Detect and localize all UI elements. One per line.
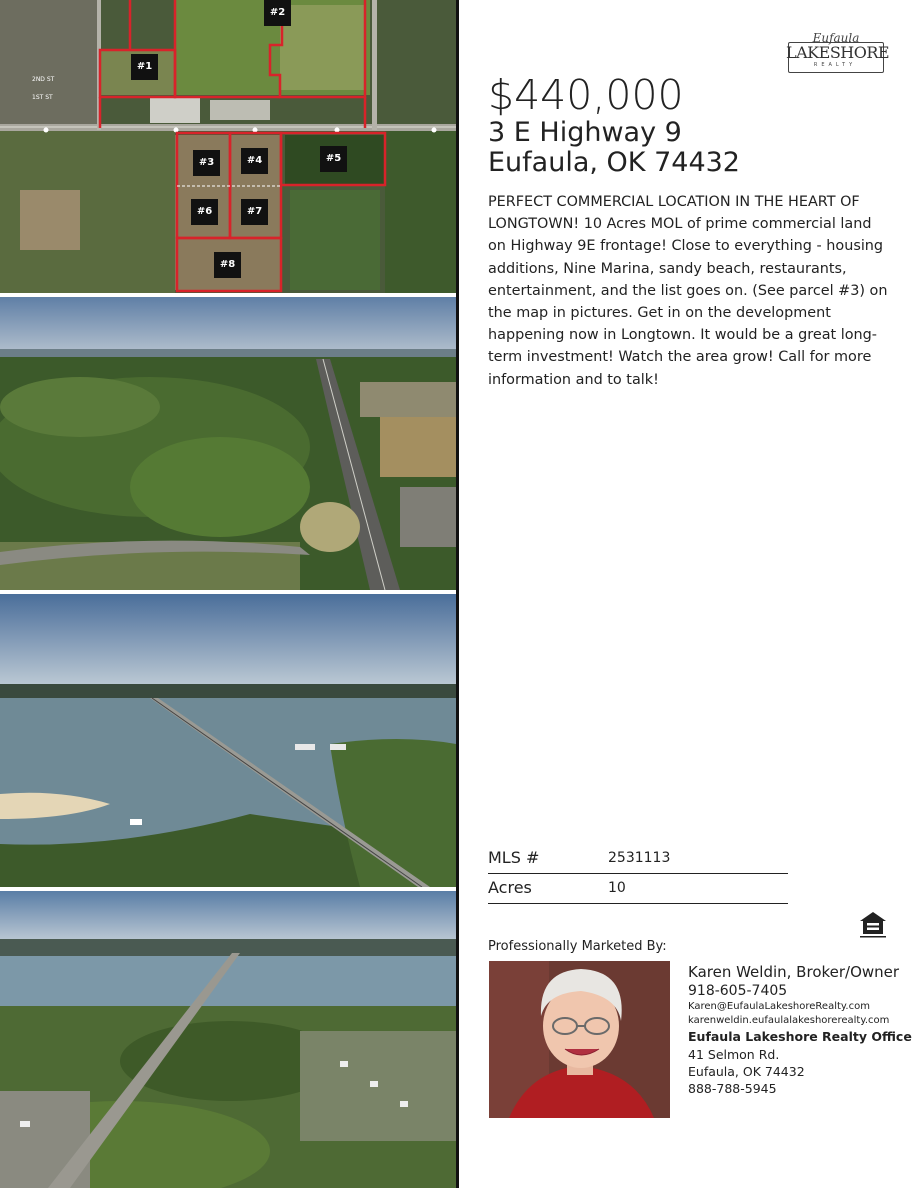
logo-sub-text: REALTY [813,62,857,68]
map-street-label: 2ND ST [32,76,55,83]
fact-value: 10 [608,880,626,896]
agent-contact-block [688,962,912,1097]
marketed-by-label: Professionally Marketed By: [488,939,667,954]
lake-bridge-photo [0,594,456,887]
listing-description: PERFECT COMMERCIAL LOCATION IN THE HEART OF LONGTOWN! 10 Acres MOL of prime commercial land on Highway 9E frontage! Close to everything - housing additions, Nine Marina, sandy beach, restaurants, entertainment, and the list goes on. (See parcel #3) on the map in pictures. Get in on the development happening now in Longtown. It would be a great long-term investment! Watch the area grow! Call for more information and to talk! [488,194,888,388]
parcel-label-2: #2 [264,0,291,26]
town-lake-photo [0,891,456,1188]
parcel-label-5: #5 [320,146,347,172]
parcel-label-7: #7 [241,199,268,225]
agent-name: Karen Weldin, Broker/Owner [688,963,900,981]
logo-script-text: Eufaula [812,31,860,45]
agent-website[interactable]: karenweldin.eufaulalakeshorerealty.com [688,1015,890,1026]
parcel-label-4: #4 [241,148,268,174]
fact-row-mls [488,846,788,874]
column-divider [456,0,459,1188]
parcel-label-3: #3 [193,150,220,176]
brokerage-logo [786,31,890,73]
equal-housing-icon [858,910,888,940]
photo-column [0,0,456,1188]
office-phone[interactable]: 888-788-5945 [688,1081,777,1096]
listing-price: $440,000 [488,71,684,119]
office-name: Eufaula Lakeshore Realty Office [688,1029,912,1044]
agent-phone[interactable]: 918-605-7405 [688,983,788,999]
parcel-label-1: #1 [131,54,158,80]
fact-label: Acres [488,878,532,897]
fact-row-acres [488,876,788,904]
logo-main-text: LAKESHORE [786,43,890,62]
office-street: 41 Selmon Rd. [688,1047,780,1062]
aerial-highway-photo [0,297,456,590]
fact-value: 2531113 [608,850,671,866]
address-street: 3 E Highway 9 [488,117,682,148]
agent-email[interactable]: Karen@EufaulaLakeshoreRealty.com [688,1001,870,1012]
fact-label: MLS # [488,848,540,867]
agent-portrait [489,961,670,1118]
map-street-label: 1ST ST [32,94,53,101]
parcel-map-photo [0,0,456,293]
address-city: Eufaula, OK 74432 [488,147,740,178]
parcel-label-6: #6 [191,199,218,225]
office-city: Eufaula, OK 74432 [688,1064,805,1079]
parcel-label-8: #8 [214,252,241,278]
